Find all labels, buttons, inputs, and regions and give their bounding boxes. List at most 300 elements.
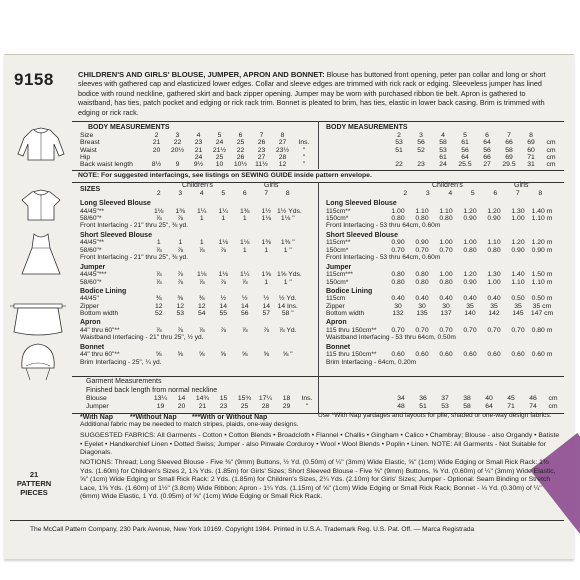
cell: 135: [416, 310, 428, 317]
cell: 0.70: [439, 246, 453, 254]
cell: 1.00: [463, 239, 477, 247]
cell: 132: [392, 310, 404, 317]
cell: 22: [173, 139, 182, 147]
cell: ⅝: [155, 351, 162, 359]
cell: 147 cm: [530, 310, 554, 317]
yardage-extra: Front Interfacing - 53 thru 64cm, 0.60m: [326, 254, 441, 261]
value-row: [148, 215, 299, 222]
cell: 14: [262, 302, 271, 310]
yardage-label: 115cm: [326, 295, 346, 303]
value-row: [386, 279, 554, 286]
cell: 0.80: [487, 246, 501, 254]
cell: 14¾: [195, 395, 210, 402]
value-row: [388, 132, 560, 139]
value-row: [148, 295, 299, 302]
value-row: [146, 139, 315, 146]
long-sleeve-blouse-sketch: [14, 124, 68, 164]
cell: 10: [215, 161, 224, 169]
cell: 21½: [212, 146, 227, 154]
cell: 1.10: [487, 239, 501, 247]
value-row: [394, 190, 552, 197]
cell: 1: [178, 239, 183, 247]
cell: ⅝: [198, 351, 205, 359]
cell: 1: [199, 214, 204, 222]
cell: ⅞: [177, 214, 184, 222]
yardage-title: Bodice Lining: [80, 287, 127, 295]
cell: 1.10: [439, 207, 453, 215]
cell: ⅝: [263, 351, 270, 359]
cell: 13¼: [153, 395, 168, 402]
cell: ⅞: [220, 278, 227, 286]
cell: 60: [527, 146, 535, 154]
cell: 0.90: [391, 239, 405, 247]
yardage-extra: Brim Interfacing - 64cm, 0.20m: [326, 358, 417, 366]
cell: ⅝: [220, 351, 227, 359]
cell: 1.50 m: [531, 271, 553, 279]
yardage-label: 150cm*: [326, 214, 349, 222]
cell: 0.60: [391, 351, 405, 359]
cell: 21: [198, 403, 207, 410]
cell: 0.80: [415, 271, 429, 279]
cell: 1¼: [240, 271, 250, 279]
body-measurements-heading: BODY MEASUREMENTS: [88, 124, 170, 131]
body-measurements-heading-metric: BODY MEASUREMENTS: [326, 124, 408, 131]
suggested-fabrics: SUGGESTED FABRICS: All Garments - Cotton • Cotton Blends • Broadcloth • Flannel • Challis • Gingham • Calico • Chambray; Blouse - also Organdy • Batiste • Eyelet • Handkerchief Linen • Dotted Swiss; Jumper - also Pinwale Corduroy • Wool • Wool Blends • Poplin • Linen. NOTE: All Garments - Not Suitable for Diagonals.: [80, 432, 560, 457]
cell: cm: [546, 161, 556, 169]
cell: 1.00: [391, 207, 405, 215]
yardage-title: Apron: [80, 319, 101, 327]
yardage-label: 44/45": [80, 295, 99, 303]
cell: ⅞: [220, 246, 227, 254]
childrens-label-right: Children's: [432, 182, 463, 189]
cell: 0.70: [463, 326, 477, 334]
cell: 55: [219, 310, 228, 317]
cell: 64: [483, 139, 491, 147]
cell: 0.80: [391, 278, 405, 286]
pattern-pieces-count: 21 PATTERN PIECES: [16, 470, 52, 497]
apron-sketch: [8, 300, 68, 340]
cell: 23½: [275, 146, 290, 154]
garment-measurements-subtitle: Finished back length from normal neckline: [86, 387, 218, 394]
value-row: [386, 215, 554, 222]
cell: 29: [282, 403, 291, 410]
cell: 1⅜: [240, 207, 250, 215]
cell: 1⅛: [261, 214, 271, 222]
rule: [10, 520, 564, 521]
cell: 0.70: [391, 246, 405, 254]
cell: 18: [282, 395, 291, 402]
yardage-label: 150cm*: [326, 246, 349, 254]
cell: 0.50: [511, 295, 525, 303]
cell: 1⅛: [197, 271, 207, 279]
cell: 58: [463, 403, 471, 410]
cell: 69: [505, 153, 513, 161]
cell: 23: [194, 139, 203, 147]
cell: 31: [527, 161, 535, 169]
cell: 1⅛: [218, 271, 228, 279]
cell: ⅞: [155, 271, 162, 279]
cell: 4: [199, 190, 204, 197]
cell: 1⅛: [240, 239, 250, 247]
value-row: [146, 161, 315, 168]
without-nap-label: **Without Nap: [130, 414, 177, 421]
yardage-title: Apron: [326, 319, 347, 327]
cell: 0.60: [439, 351, 453, 359]
cell: 1⅛: [218, 239, 228, 247]
cell: 14: [240, 302, 249, 310]
value-row: [150, 403, 317, 410]
cell: 0.60: [487, 351, 501, 359]
cell: 36: [419, 395, 427, 402]
cell: 35: [490, 302, 498, 310]
cell: 3: [175, 132, 180, 139]
cell: 5: [221, 190, 226, 197]
value-row: [390, 403, 562, 410]
value-row: [386, 295, 554, 302]
cell: 19: [156, 403, 165, 410]
cell: ⅞: [177, 271, 184, 279]
cell: 52: [417, 146, 425, 154]
cell: 1.00: [511, 214, 525, 222]
cell: 25: [215, 153, 224, 161]
value-row: [386, 247, 554, 254]
value-row: [386, 303, 554, 310]
girls-label-right: Girls': [514, 182, 530, 189]
cell: 1 ": [283, 246, 292, 254]
yardage-label: 115 thru 150cm**: [326, 326, 377, 334]
cell: 1¼: [218, 207, 228, 215]
cell: 69: [527, 139, 535, 147]
sizes-label: SIZES: [80, 186, 101, 193]
cell: 8½: [151, 161, 162, 169]
cell: 37: [441, 395, 449, 402]
value-row: [388, 139, 560, 146]
cell: 0.80: [439, 278, 453, 286]
cell: 3: [178, 190, 183, 197]
value-row: [148, 271, 302, 279]
value-row: [146, 147, 315, 154]
cell: 1⅜: [261, 239, 271, 247]
cell: 26: [257, 139, 266, 147]
yardage-extra: Brim Interfacing - 25", ¼ yd.: [80, 358, 162, 366]
jumper-sketch: [14, 232, 68, 276]
yardage-label: 44/45"**: [80, 239, 104, 247]
cell: 1.10 m: [531, 214, 553, 222]
cell: [542, 132, 560, 139]
value-row: [388, 147, 560, 154]
cell: 3: [419, 132, 423, 139]
measurement-label: Size: [80, 132, 94, 139]
yardage-label: 44/45"**: [80, 207, 104, 215]
cell: 25: [240, 403, 249, 410]
cell: 30: [442, 302, 450, 310]
cell: 21: [152, 139, 161, 147]
cell: 1.20: [463, 207, 477, 215]
cell: 0.70: [439, 326, 453, 334]
cell: ½: [220, 295, 227, 303]
cell: 7: [515, 190, 520, 197]
value-row: [386, 208, 554, 215]
cell: 1½ Yds.: [277, 207, 302, 215]
pattern-description: [78, 70, 558, 117]
cell: 1½: [261, 207, 271, 215]
cell: 30: [394, 302, 402, 310]
value-row: [148, 303, 299, 310]
cell: 58 ": [281, 310, 294, 317]
bonnet-sketch: [16, 340, 60, 384]
cell: 53: [439, 146, 447, 154]
cell: 0.90: [415, 239, 429, 247]
yardage-extra: Front Interfacing - 53 thru 64cm, 0.60m: [326, 222, 441, 230]
cell: 15¾: [237, 395, 252, 402]
cell: 30: [418, 302, 426, 310]
cell: 1: [221, 214, 226, 222]
cell: 1⅛: [154, 207, 164, 215]
cell: 0.80: [391, 214, 405, 222]
yardage-label: Bottom width: [80, 310, 119, 317]
cell: 24: [215, 139, 224, 147]
cell: 0.70: [487, 326, 501, 334]
cell: ⅞: [220, 326, 227, 334]
cell: 4: [196, 132, 201, 139]
publisher-footer: The McCall Pattern Company, 230 Park Avenue, New York 10169. Copyright 1984. Printed in U.S.A. Trademark Reg. U.S. Pat. Off. — Marca Registrada: [30, 526, 475, 533]
cell: 23: [257, 146, 266, 154]
cell: 0.60: [511, 351, 525, 359]
cell: 1.20: [487, 207, 501, 215]
cell: 25: [236, 139, 245, 147]
cell: ⅞: [177, 246, 184, 254]
cell: ": [302, 153, 306, 161]
yardage-label: Zipper: [326, 302, 345, 310]
cell: 9½: [193, 161, 204, 169]
divider: [318, 182, 319, 376]
cell: 56: [483, 146, 491, 154]
cell: 1: [156, 239, 161, 247]
yardage-label: Bottom width: [326, 310, 365, 317]
cell: 0.50 m: [531, 295, 553, 303]
cell: 57: [262, 310, 271, 317]
cell: [293, 132, 315, 139]
cell: ⅞: [241, 278, 248, 286]
notions: NOTIONS: Thread; Long Sleeved Blouse - Five ⅜" (9mm) Buttons, ½ Yd. (0.50m) of ¼" (3mm) Wide Elastic, ⅝" (1cm) Wide Edging or Small Rick Rack: 1⅜ Yds. (1.60m) for Children's Sizes 2, 1⅞ Yds. (1.85m) for Girls' Sizes; Short Sleeved Blouse - Five ⅜" (9mm) Buttons, ⅝ Yd. (0.60m) of ¼" (3mm) Wide Elastic, ⅝" (1cm) Wide Edging or Small Rick Rack: 2 Yds. (1.85m) for Children's Sizes, 2¼ Yds. (2.10m) for Girls' Sizes; Jumper - Optional: Seam Binding or Stretch Lace, 1⅝ Yds. (1.60m) of 1½" (3.8cm) Wide Ribbon; Apron - 1¼ Yds. (1.15m) of ⅝" (1cm) Wide Edging or Small Rick Rack; Bonnet - ⅓ Yd. (0.30m) of ¼" (6mm) Wide Elastic, 1 Yd. (0.95m) of ⅝" (1cm) Wide Edging or Small Rick Rack.: [80, 459, 556, 501]
yardage-label: 115 thru 150cm**: [326, 351, 377, 359]
girls-label-left: Girls': [264, 182, 280, 189]
cell: 0.60: [463, 351, 477, 359]
cell: 1: [199, 239, 204, 247]
cell: 1¼: [197, 207, 207, 215]
cell: 46: [529, 395, 537, 402]
cell: 0.80: [463, 246, 477, 254]
interfacing-note: NOTE: For suggested interfacings, see listings on SEWING GUIDE inside pattern envelope.: [78, 172, 372, 179]
pattern-description-text: Blouse has buttoned front opening, peter pan collar and long or short sleeves with gathered cap and elasticized lower edges. Collar and sleeve edges are trimmed with rick rack or edging. Sleeveless jumper has lined bodice with round neckline, gathered skirt and back zipper opening. Jumper may be worn with purchased ribbon tie belt. Apron is gathered to waistband, has ties, patch pocket and edging or rick rack trim. Bonnet is pleated to brim, has ties, elastic in lower back casing. Brim is trimmed with edging or rick rack.: [78, 70, 546, 117]
cell: 0.40: [391, 295, 405, 303]
cell: 64: [461, 153, 469, 161]
cell: 4: [448, 190, 453, 197]
cell: 0.70: [391, 326, 405, 334]
cell: 1.40: [511, 271, 525, 279]
cell: 66: [505, 139, 513, 147]
cell: 137: [440, 310, 452, 317]
cell: 1.30: [511, 207, 525, 215]
cell: 1.00: [439, 271, 453, 279]
cell: 71: [527, 153, 535, 161]
cell: 2: [397, 132, 401, 139]
yardage-extra: Waistband Interfacing - 21" thru 25", ½ yd.: [80, 334, 204, 342]
garment-measurements-title: Garment Measurements: [86, 378, 162, 385]
cell: 0.80: [391, 271, 405, 279]
cell: 10½: [233, 161, 248, 169]
value-row: [148, 279, 299, 286]
cell: 28: [261, 403, 270, 410]
cell: 12: [197, 302, 206, 310]
cell: ½: [241, 295, 248, 303]
yardage-label: 58/60"*: [80, 278, 102, 286]
cell: ⅝: [177, 351, 184, 359]
cell: 0.70: [415, 326, 429, 334]
cell: 27: [278, 139, 287, 147]
cell: 0.80: [415, 214, 429, 222]
cell: 145: [512, 310, 524, 317]
value-row: [386, 310, 554, 317]
measurement-label: Back waist length: [80, 161, 133, 169]
value-row: [390, 395, 562, 402]
yardage-label: 115cm**: [326, 207, 351, 215]
garment-label: Jumper: [86, 403, 109, 410]
cell: 1⅜ ": [280, 239, 295, 247]
cell: 0.60 m: [531, 351, 553, 359]
yardage-label: 115cm***: [326, 271, 353, 279]
yardage-title: Long Sleeved Blouse: [80, 200, 151, 207]
cell: 14 Ins.: [277, 302, 298, 310]
cell: 51: [419, 403, 427, 410]
value-row: [146, 132, 315, 139]
cell: 8: [285, 190, 290, 197]
cell: 1: [242, 246, 247, 254]
cell: 3: [425, 190, 430, 197]
cell: 0.70: [415, 246, 429, 254]
cell: 1: [242, 214, 247, 222]
yardage-extra: Waistband Interfacing - 53 thru 64cm, 0.50m: [326, 334, 456, 342]
cell: 27: [483, 161, 491, 169]
cell: 1.00: [439, 239, 453, 247]
cell: 7: [264, 190, 269, 197]
cell: 14: [177, 395, 186, 402]
cell: ⅜: [155, 295, 162, 303]
cell: 24: [439, 161, 447, 169]
cell: ⅜: [198, 295, 205, 303]
yardage-title: Bonnet: [326, 343, 351, 351]
cell: 21: [194, 146, 203, 154]
cell: 1⅝: [261, 271, 271, 279]
cell: 0.80 m: [531, 326, 553, 334]
cell: 1⅝ Yds.: [277, 271, 302, 279]
cell: 0.90: [463, 214, 477, 222]
cell: 61: [439, 153, 447, 161]
cell: 1 ": [283, 278, 292, 286]
with-nap-label: *With Nap: [80, 414, 113, 421]
cell: cm: [546, 146, 556, 154]
cell: ": [302, 146, 306, 154]
yardage-label: 44/45"***: [80, 271, 107, 279]
measurement-label: Waist: [80, 146, 97, 154]
cell: ⅞: [155, 214, 162, 222]
cell: 20: [177, 403, 186, 410]
yardage-title: Jumper: [80, 263, 106, 271]
cell: 2: [156, 190, 161, 197]
cell: 35: [466, 302, 474, 310]
with-or-without-nap-label: ***With or Without Nap: [192, 414, 268, 421]
cell: 6: [238, 132, 243, 139]
cell: 9: [175, 161, 180, 169]
cell: 48: [397, 403, 405, 410]
cell: 7: [259, 132, 264, 139]
cell: 8: [538, 190, 543, 197]
cell: ⅞: [177, 326, 184, 334]
cell: ": [305, 403, 309, 410]
yardage-title: Short Sleeved Blouse: [80, 231, 152, 239]
yardage-title: Jumper: [326, 263, 352, 271]
cell: ⅞: [241, 326, 248, 334]
cell: 1⅛ ": [280, 214, 295, 222]
cell: ⅝ ": [282, 351, 293, 359]
cell: 140: [464, 310, 476, 317]
yardage-label: Zipper: [80, 302, 99, 310]
cell: 38: [463, 395, 471, 402]
cell: 14: [219, 302, 228, 310]
cell: cm: [548, 395, 558, 402]
cell: 0.60: [415, 351, 429, 359]
cell: ⅝: [241, 351, 248, 359]
cell: 1.40 m: [531, 207, 553, 215]
cell: cm: [546, 153, 556, 161]
cell: ⅞: [198, 326, 205, 334]
cell: 1.20: [463, 271, 477, 279]
yardage-label: 150cm*: [326, 278, 349, 286]
cell: 5: [463, 132, 467, 139]
cell: 2: [154, 132, 159, 139]
cell: 1.20: [511, 239, 525, 247]
yardage-title: Long Sleeved Blouse: [326, 200, 397, 207]
value-row: [148, 247, 299, 254]
cell: 52: [154, 310, 163, 317]
cell: 23: [219, 403, 228, 410]
cell: 23: [417, 161, 425, 169]
cell: 0.90: [511, 246, 525, 254]
cell: 58: [505, 146, 513, 154]
cell: 0.40: [487, 295, 501, 303]
value-row: [148, 207, 302, 215]
cell: 4: [441, 132, 445, 139]
cell: 61: [461, 139, 469, 147]
measurement-label: Hip: [80, 153, 91, 161]
cell: 26: [236, 153, 245, 161]
cell: 0.80: [439, 214, 453, 222]
cell: 6: [493, 190, 498, 197]
cell: 56: [240, 310, 249, 317]
cell: 12: [154, 302, 163, 310]
cell: 1.10: [415, 207, 429, 215]
cell: 8: [280, 132, 285, 139]
cell: 0.40: [415, 295, 429, 303]
cell: 22: [236, 146, 245, 154]
value-row: [386, 327, 554, 334]
cell: 35: [514, 302, 522, 310]
value-row: [148, 351, 299, 358]
cell: 53: [395, 139, 403, 147]
value-row: [386, 271, 554, 278]
value-row: [148, 239, 299, 246]
cell: 1: [264, 246, 269, 254]
